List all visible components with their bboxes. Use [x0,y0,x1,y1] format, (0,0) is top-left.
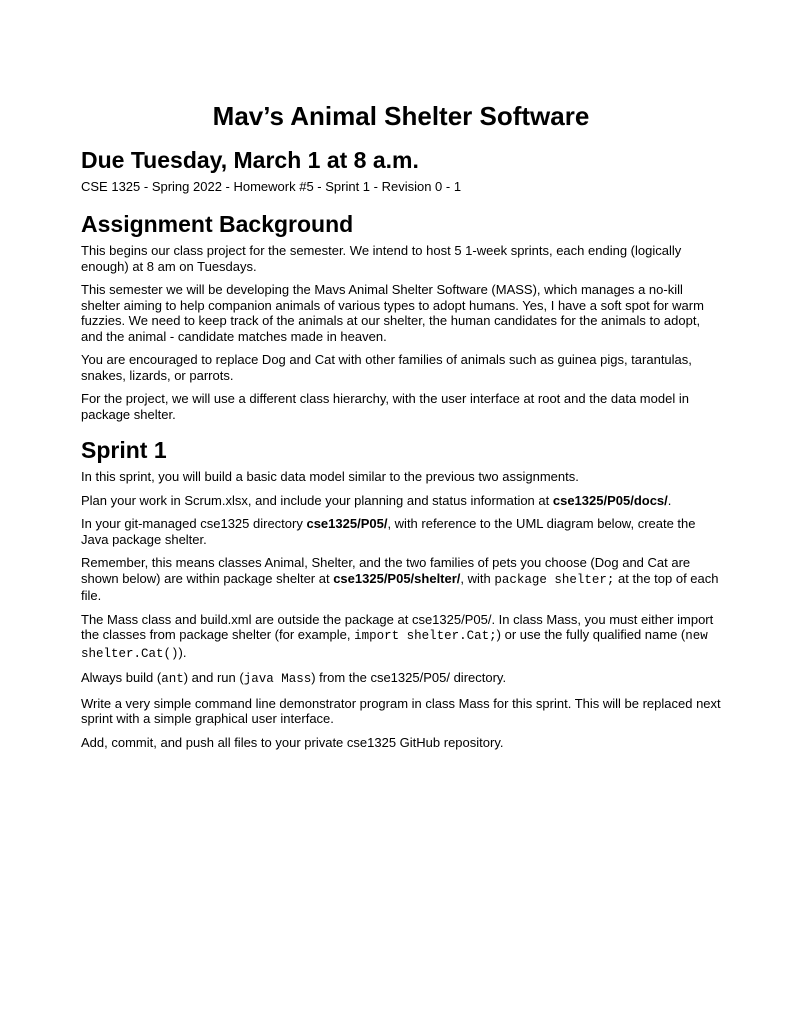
sprint-paragraph-3: In your git-managed cse1325 directory cse1325/P05/, with reference to the UML diagram below, create the Java package shelter. [81,516,696,547]
sprint-paragraph-8: Add, commit, and push all files to your private cse1325 GitHub repository. [81,734,504,750]
docs-path: cse1325/P05/docs/ [552,492,668,508]
due-date-heading: Due Tuesday, March 1 at 8 a.m. [81,147,419,173]
course-info: CSE 1325 - Spring 2022 - Homework #5 - Sprint 1 - Revision 0 - 1 [81,179,462,194]
sprint-paragraph-1: In this sprint, you will build a basic data model similar to the previous two assignments. [81,469,579,484]
document-title: Mav’s Animal Shelter Software [212,101,590,131]
shelter-path: cse1325/P05/shelter/ [333,570,461,586]
import-code: import shelter.Cat; [354,629,497,643]
document-page [81,96,721,758]
background-paragraph-3: You are encouraged to replace Dog and Cat with other families of animals such as guinea pigs, tarantulas, snakes, lizards, or parrots. [81,352,692,383]
java-mass-code: java Mass [243,672,312,686]
background-paragraph-4: For the project, we will use a different class hierarchy, with the user interface at root and the data model in package shelter. [81,391,689,422]
sprint-paragraph-6: Always build (ant) and run (java Mass) from the cse1325/P05/ directory. [81,670,507,686]
sprint-paragraph-7: Write a very simple command line demonstrator program in class Mass for this sprint. This will be replaced next sprint with a simple graphical user interface. [81,695,721,726]
sprint-paragraph-2: Plan your work in Scrum.xlsx, and include your planning and status information at cse1325/P05/docs/. [81,492,672,508]
sprint-1-heading: Sprint 1 [81,437,167,463]
qualified-name-code: new shelter.Cat() [81,629,708,661]
sprint-paragraph-5: The Mass class and build.xml are outside the package at cse1325/P05/. In class Mass, you must either import the classes from package shelter (for example, import shelter.Cat;) or use the fully qualified name (new shelter.Cat()). [81,611,714,661]
background-paragraph-1: This begins our class project for the semester. We intend to host 5 1-week sprints, each ending (logically enough) at 8 am on Tuesdays. [81,243,682,274]
assignment-background-heading: Assignment Background [81,211,354,237]
ant-code: ant [161,672,184,686]
package-code: package shelter; [494,572,615,587]
background-paragraph-2: This semester we will be developing the Mavs Animal Shelter Software (MASS), which manages a no-kill shelter aiming to help companion animals of various types to adopt humans. Yes, I have a soft spot for warm fuzzies. We need to keep track of the animals at our shelter, the human candidates for the animals to adopt, and the animal - candidate matches made in heaven. [81,282,704,344]
project-path: cse1325/P05/ [306,516,388,531]
sprint-paragraph-4: Remember, this means classes Animal, Shelter, and the two families of pets you choose (Dog and Cat are shown below) are within package shelter at cse1325/P05/shelter/, with package shelter; at the top of each file. [81,555,719,603]
